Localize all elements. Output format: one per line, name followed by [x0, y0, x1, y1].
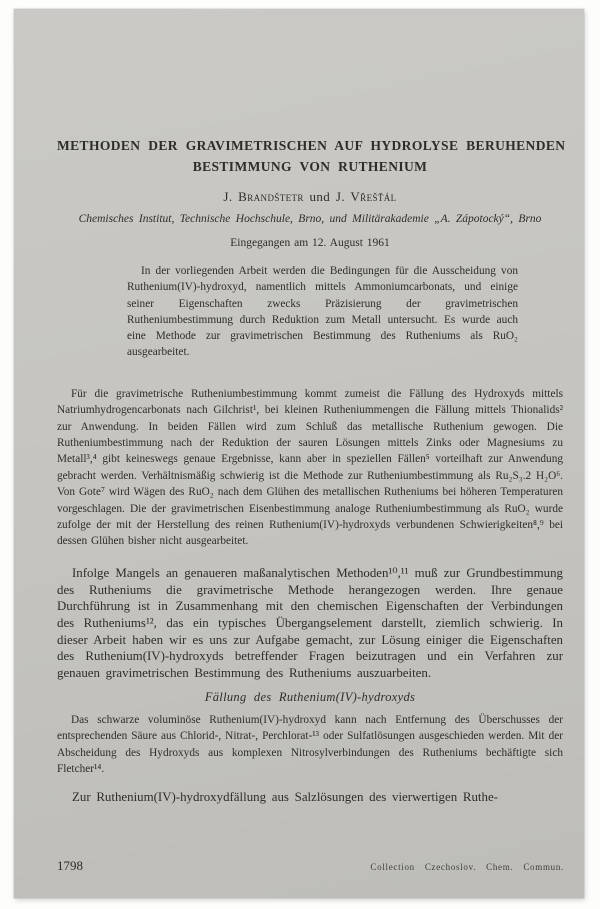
author-2: J. Vřešťál: [335, 189, 397, 204]
authors-line: [57, 189, 563, 205]
body-paragraph-1: Für die gravimetrische Rutheniumbestimmung kommt zumeist die Fällung des Hydroxyds mittels Natriumhydrogencarbonats nach Gilchrist¹, bei kleinen Rutheniummengen die Fällung mittels Thionalids² zur Anwendung. In beiden Fällen wird zum Schluß das metallische Ruthenium gewogen. Die Rutheniumbestimmung nach der Reduktion der sauren Lösungen mittels Zinks oder Magnesiums zu Metall³,⁴ gibt keineswegs genaue Ergebnisse, kann aber in speziellen Fällen⁵ vorteilhaft zur Anwendung gebracht werden. Verhältnismäßig schwierig ist die Methode zur Rutheniumbestimmung als Ru₂S₃.2 H₂O⁶. Von Gote⁷ wird Wägen des RuO₂ nach dem Glühen des metallischen Rutheniums bei höheren Temperaturen vorgeschlagen. Die der gravimetrischen Eisenbestimmung analoge Rutheniumbestimmung als RuO₂ wurde zufolge der mit der Herstellung des reinen Ruthenium(IV)-hydroxyds verbundenen Schwierigkeiten⁸,⁹ bei dessen Glühen bisher nicht ausgearbeitet.: [57, 387, 563, 548]
body-paragraph-4: Zur Ruthenium(IV)-hydroxydfällung aus Salzlösungen des vierwertigen Ruthe-: [72, 790, 498, 805]
received-date-line: Eingegangen am 12. August 1961: [230, 237, 390, 249]
paper-sheet: [14, 9, 584, 898]
page-footer: [57, 858, 564, 874]
article-title-line2: BESTIMMUNG VON RUTHENIUM: [192, 159, 428, 174]
body-paragraph-3: Das schwarze voluminöse Ruthenium(IV)-hydroxyd kann nach Entfernung des Überschusses der entsprechenden Säure aus Chlorid-, Nitrat-, Perchlorat-¹³ oder Sulfatlösungen ausgeschieden werden. Mit der Abscheidung des Hydroxyds aus komplexen Nitrosylverbindungen des Rutheniums bechäftigte sich Fletcher¹⁴.: [57, 713, 563, 775]
page-number: 1798: [57, 858, 83, 873]
body-paragraph-2: Infolge Mangels an genaueren maßanalytischen Methoden¹⁰,¹¹ muß zur Grundbestimmung des Rutheniums die gravimetrische Methode herangezogen werden. Ihre genaue Durchführung ist in Zusammenhang mit den chemischen Eigenschaften der Verbindungen des Rutheniums¹², das ein typisches Übergangselement darstellt, ziemlich schwierig. In dieser Arbeit haben wir es uns zur Aufgabe gemacht, zur Lösung einiger die Eigenschaften des Ruthenium(IV)-hydroxyds betreffender Fragen beizutragen und ein Verfahren zur genauen gravimetrischen Bestimmung des Rutheniums auszuarbeiten.: [57, 565, 563, 681]
journal-name: Collection Czechoslov. Chem. Commun.: [370, 862, 564, 872]
author-separator: und: [309, 189, 331, 204]
section-heading: Fällung des Ruthenium(IV)-hydroxyds: [204, 689, 416, 704]
author-1: J. Brandštetr: [223, 189, 304, 204]
article-content: [14, 9, 584, 806]
abstract-paragraph: In der vorliegenden Arbeit werden die Bedingungen für die Ausscheidung von Ruthenium(IV)-hydroxyd, namentlich mittels Ammoniumcarbonats, und einige seiner Eigenschaften zwecks Präzisierung der gravimetrischen Rutheniumbestimmung durch Reduktion zum Metall untersucht. Es wurde auch eine Methode zur gravimetrischen Bestimmung des Rutheniums als RuO₂ ausgearbeitet.: [127, 265, 518, 359]
affiliation-line: Chemisches Institut, Technische Hochschule, Brno, und Militärakademie „A. Zápotocký“, Brno: [78, 213, 542, 225]
article-title-line1: METHODEN DER GRAVIMETRISCHEN AUF HYDROLYSE BERUHENDEN: [57, 138, 566, 153]
